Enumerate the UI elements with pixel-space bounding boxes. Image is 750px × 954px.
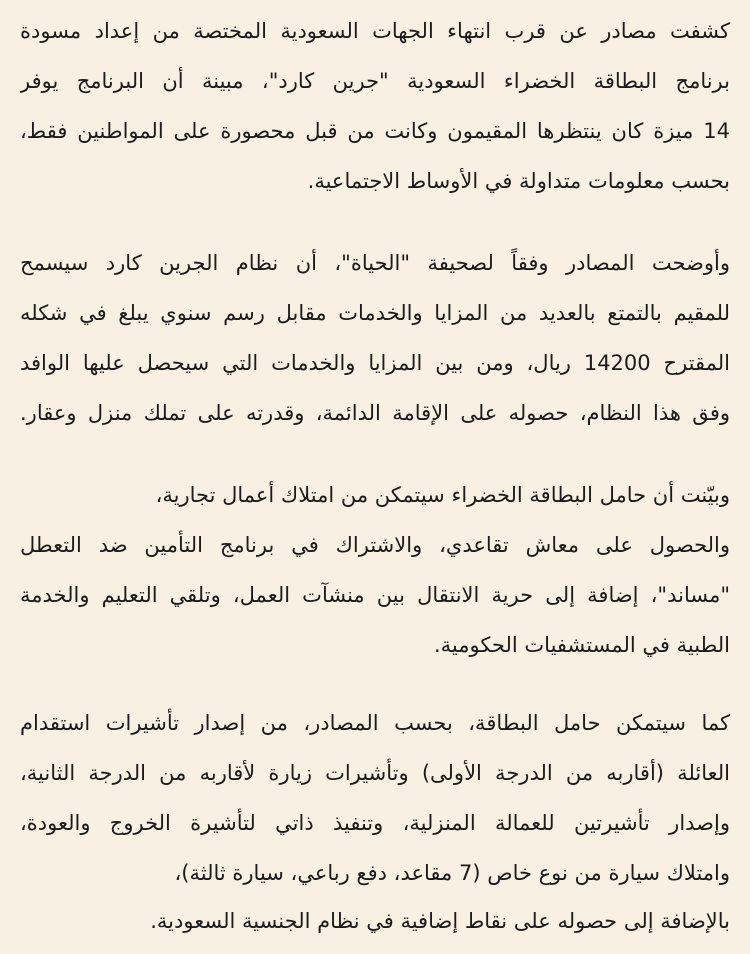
paragraph-4-line-3: وإصدار تأشيرتين للعمالة المنزلية، وتنفيذ ذاتي لتأشيرة الخروج والعودة،: [20, 811, 730, 835]
paragraph-4-line-2: العائلة (أقاربه من الدرجة الأولى) وتأشيرات زيارة لأقاربه من الدرجة الثانية،: [20, 761, 730, 785]
paragraph-1-line-1: كشفت مصادر عن قرب انتهاء الجهات السعودية المختصة من إعداد مسودة: [20, 19, 730, 43]
paragraph-2-line-3: المقترح 14200 ريال، ومن بين المزايا والخدمات التي سيحصل عليها الوافد: [20, 351, 730, 375]
paragraph-1-line-3: 14 ميزة كان ينتظرها المقيمون وكانت من قبل محصورة على المواطنين فقط،: [20, 119, 730, 143]
paragraph-4-line-4: وامتلاك سيارة من نوع خاص (7 مقاعد، دفع رباعي، سيارة ثالثة)،: [174, 861, 730, 885]
paragraph-1-line-4: بحسب معلومات متداولة في الأوساط الاجتماعية.: [307, 169, 730, 193]
paragraph-4-line-5: بالإضافة إلى حصوله على نقاط إضافية في نظام الجنسية السعودية.: [150, 909, 730, 933]
paragraph-4-line-1: كما سيتمكن حامل البطاقة، بحسب المصادر، من إصدار تأشيرات استقدام: [20, 711, 730, 735]
paragraph-2-line-2: للمقيم بالتمتع بالعديد من المزايا والخدمات مقابل رسم سنوي يبلغ في شكله: [20, 301, 730, 325]
paragraph-3-line-3: "مساند"، إضافة إلى حرية الانتقال بين منشآت العمل، وتلقي التعليم والخدمة: [20, 583, 730, 607]
paragraph-3-line-1: وبيّنت أن حامل البطاقة الخضراء سيتمكن من امتلاك أعمال تجارية،: [155, 483, 730, 507]
paragraph-2-line-1: وأوضحت المصادر وفقاً لصحيفة "الحياة"، أن نظام الجرين كارد سيسمح: [20, 251, 730, 275]
paragraph-3-line-4: الطبية في المستشفيات الحكومية.: [433, 633, 730, 657]
paragraph-3-line-2: والحصول على معاش تقاعدي، والاشتراك في برنامج التأمين ضد التعطل: [20, 533, 730, 557]
paragraph-2-line-4: وفق هذا النظام، حصوله على الإقامة الدائمة، وقدرته على تملك منزل وعقار.: [20, 401, 730, 425]
paragraph-1-line-2: برنامج البطاقة الخضراء السعودية "جرين كارد"، مبينة أن البرنامج يوفر: [20, 69, 730, 93]
